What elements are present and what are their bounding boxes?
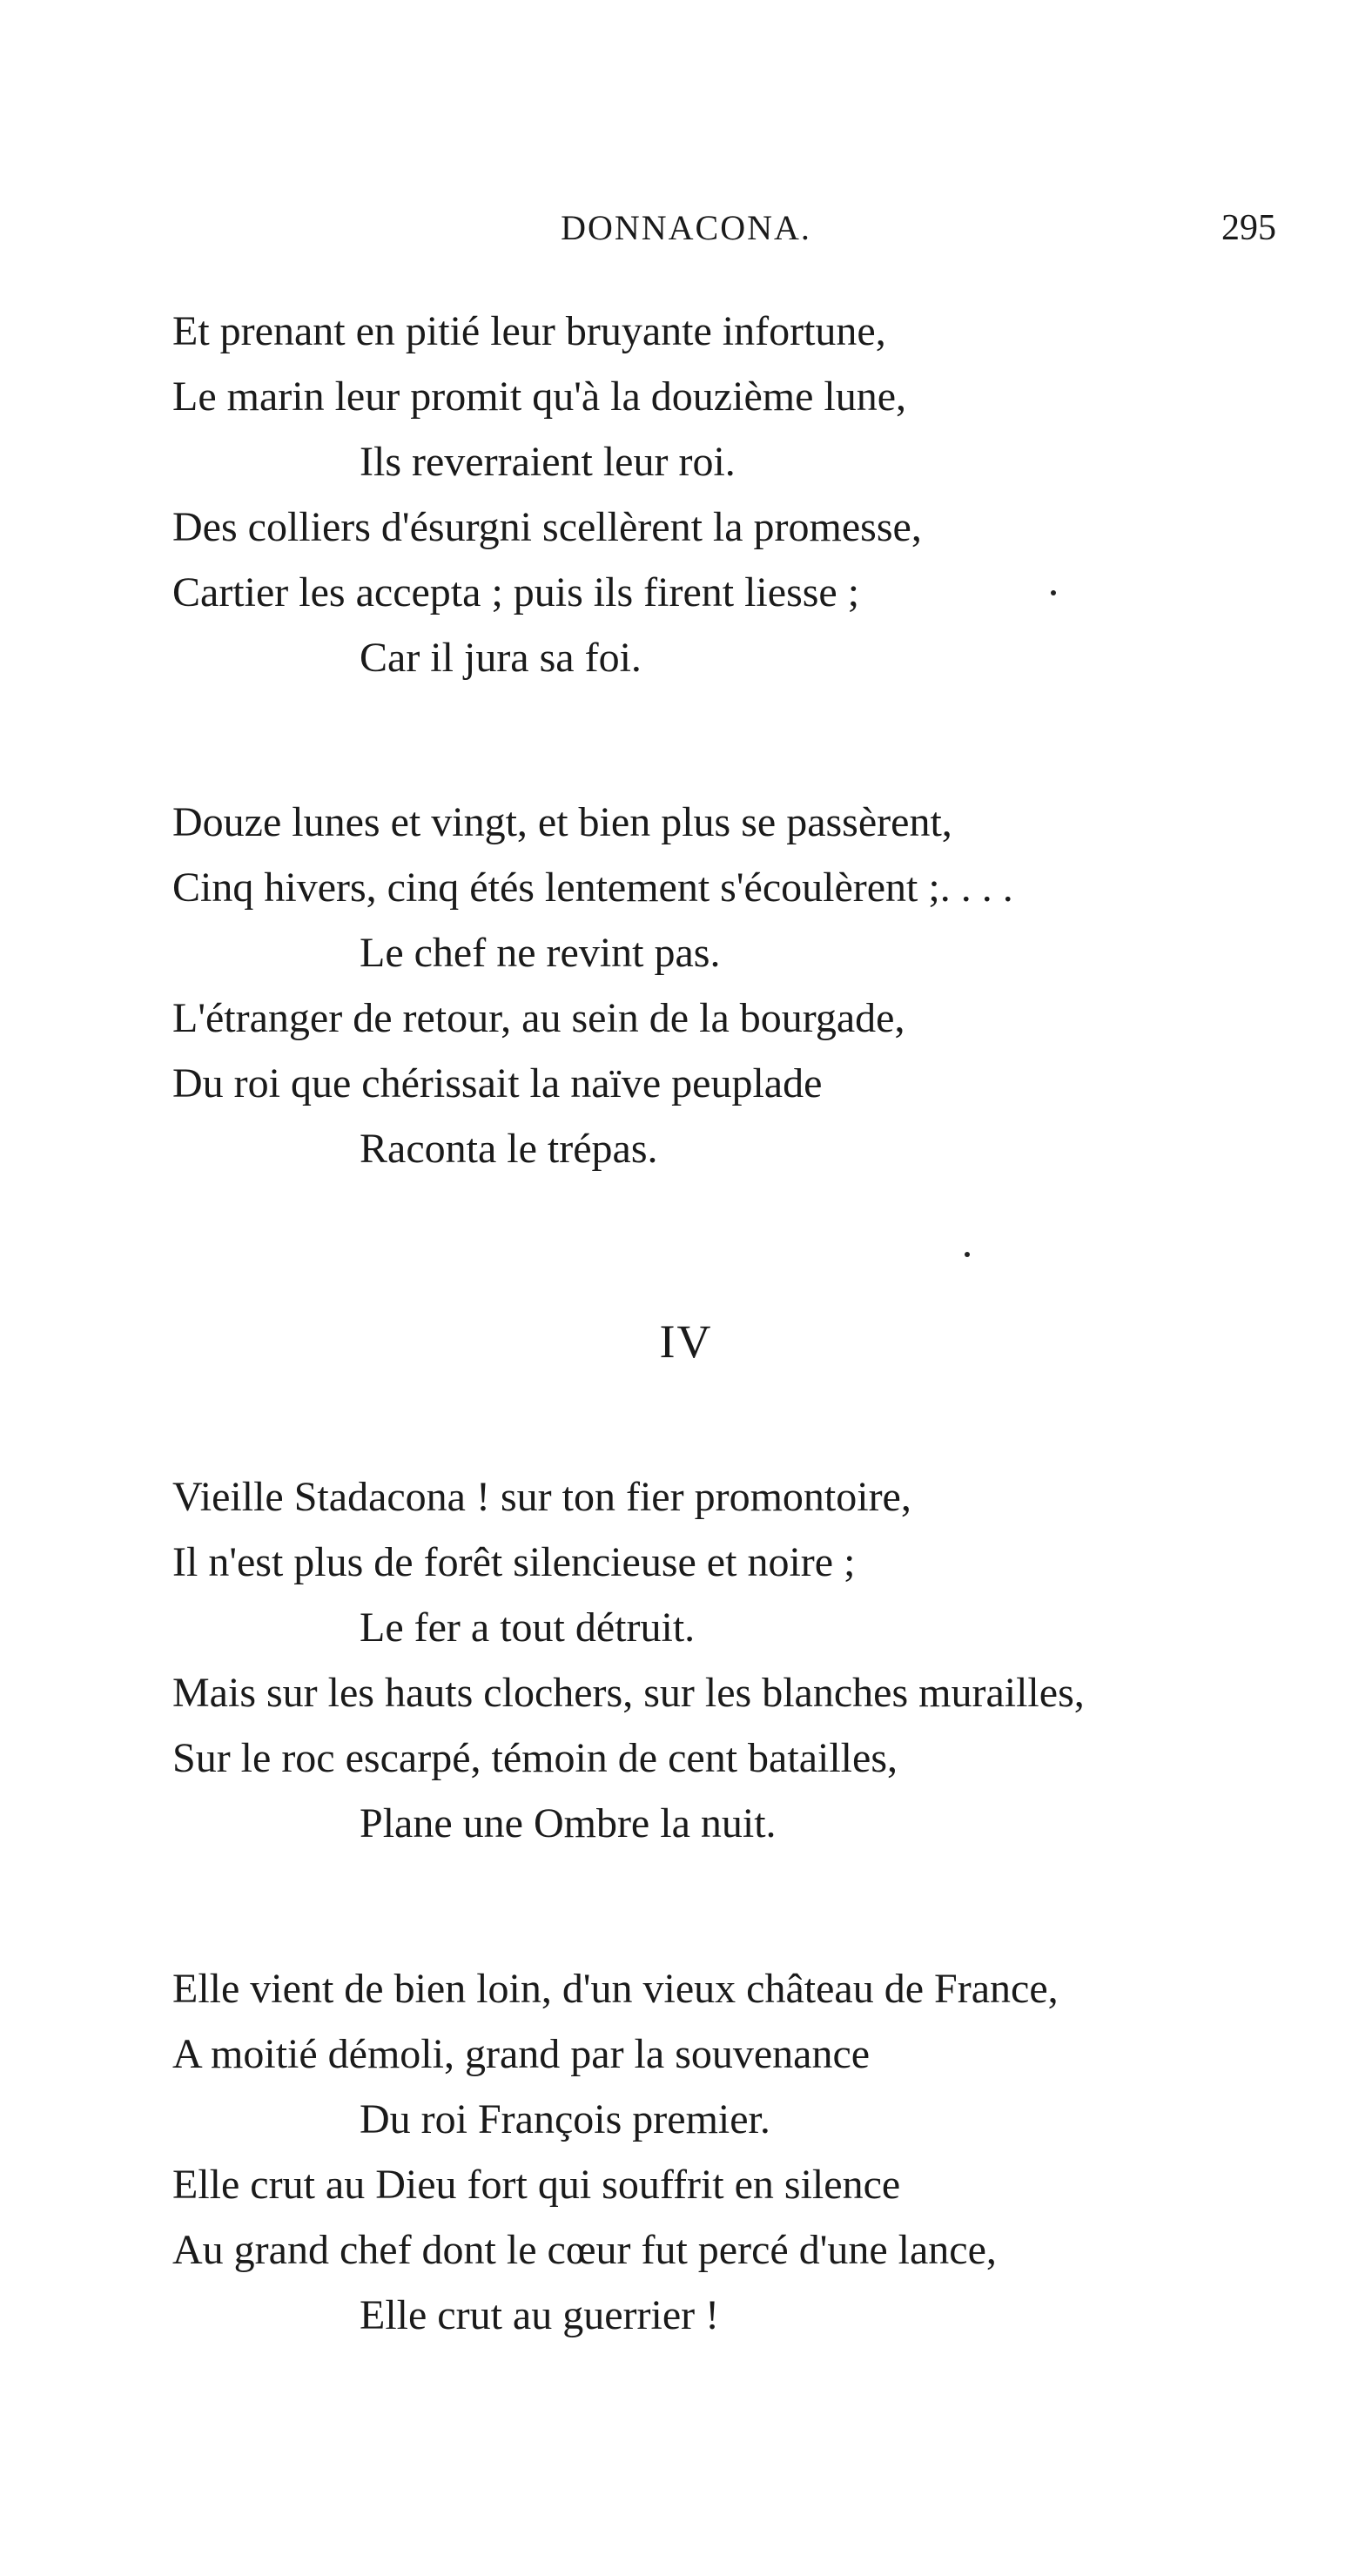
stanza-2 bbox=[172, 790, 1304, 1181]
verse-line: Cartier les accepta ; puis ils firent liesse ; bbox=[172, 569, 860, 615]
verse-line: Cinq hivers, cinq étés lentement s'écoulèrent ;. . . . bbox=[172, 864, 1013, 911]
verse-line: Et prenant en pitié leur bruyante infortune, bbox=[172, 308, 886, 354]
running-title: DONNACONA. bbox=[561, 208, 811, 247]
verse-line: Au grand chef dont le cœur fut percé d'une lance, bbox=[172, 2227, 997, 2273]
stanza-3 bbox=[172, 1464, 1304, 1856]
verse-line: Des colliers d'ésurgni scellèrent la promesse, bbox=[172, 504, 922, 550]
verse-line: Le marin leur promit qu'à la douzième lune, bbox=[172, 373, 907, 420]
verse-line: Du roi François premier. bbox=[360, 2096, 770, 2142]
verse-line: Raconta le trépas. bbox=[360, 1126, 658, 1172]
verse-line: Ils reverraient leur roi. bbox=[360, 439, 736, 485]
verse-line: L'étranger de retour, au sein de la bourgade, bbox=[172, 995, 905, 1041]
verse-line: Du roi que chérissait la naïve peuplade bbox=[172, 1060, 823, 1106]
print-speck bbox=[1051, 590, 1056, 595]
verse-line: Plane une Ombre la nuit. bbox=[360, 1800, 777, 1846]
verse-line: Elle vient de bien loin, d'un vieux château de France, bbox=[172, 1966, 1059, 2012]
verse-line: Le fer a tout détruit. bbox=[360, 1604, 696, 1651]
verse-line: Car il jura sa foi. bbox=[360, 635, 642, 681]
page-number: 295 bbox=[1221, 208, 1276, 248]
verse-line: A moitié démoli, grand par la souvenance bbox=[172, 2031, 871, 2077]
verse-line: Il n'est plus de forêt silencieuse et noire ; bbox=[172, 1539, 856, 1585]
verse-line: Douze lunes et vingt, et bien plus se passèrent, bbox=[172, 799, 952, 845]
verse-line: Mais sur les hauts clochers, sur les blanches murailles, bbox=[172, 1670, 1085, 1716]
verse-line: Vieille Stadacona ! sur ton fier promontoire, bbox=[172, 1474, 911, 1520]
verse-line: Elle crut au guerrier ! bbox=[360, 2292, 720, 2338]
verse-line: Le chef ne revint pas. bbox=[360, 930, 721, 976]
print-speck bbox=[965, 1252, 970, 1257]
verse-line: Sur le roc escarpé, témoin de cent batailles, bbox=[172, 1735, 898, 1781]
verse-line: Elle crut au Dieu fort qui souffrit en silence bbox=[172, 2162, 901, 2208]
stanza-4 bbox=[172, 1956, 1304, 2348]
stanza-1 bbox=[172, 299, 1304, 690]
section-heading: IV bbox=[659, 1315, 713, 1368]
